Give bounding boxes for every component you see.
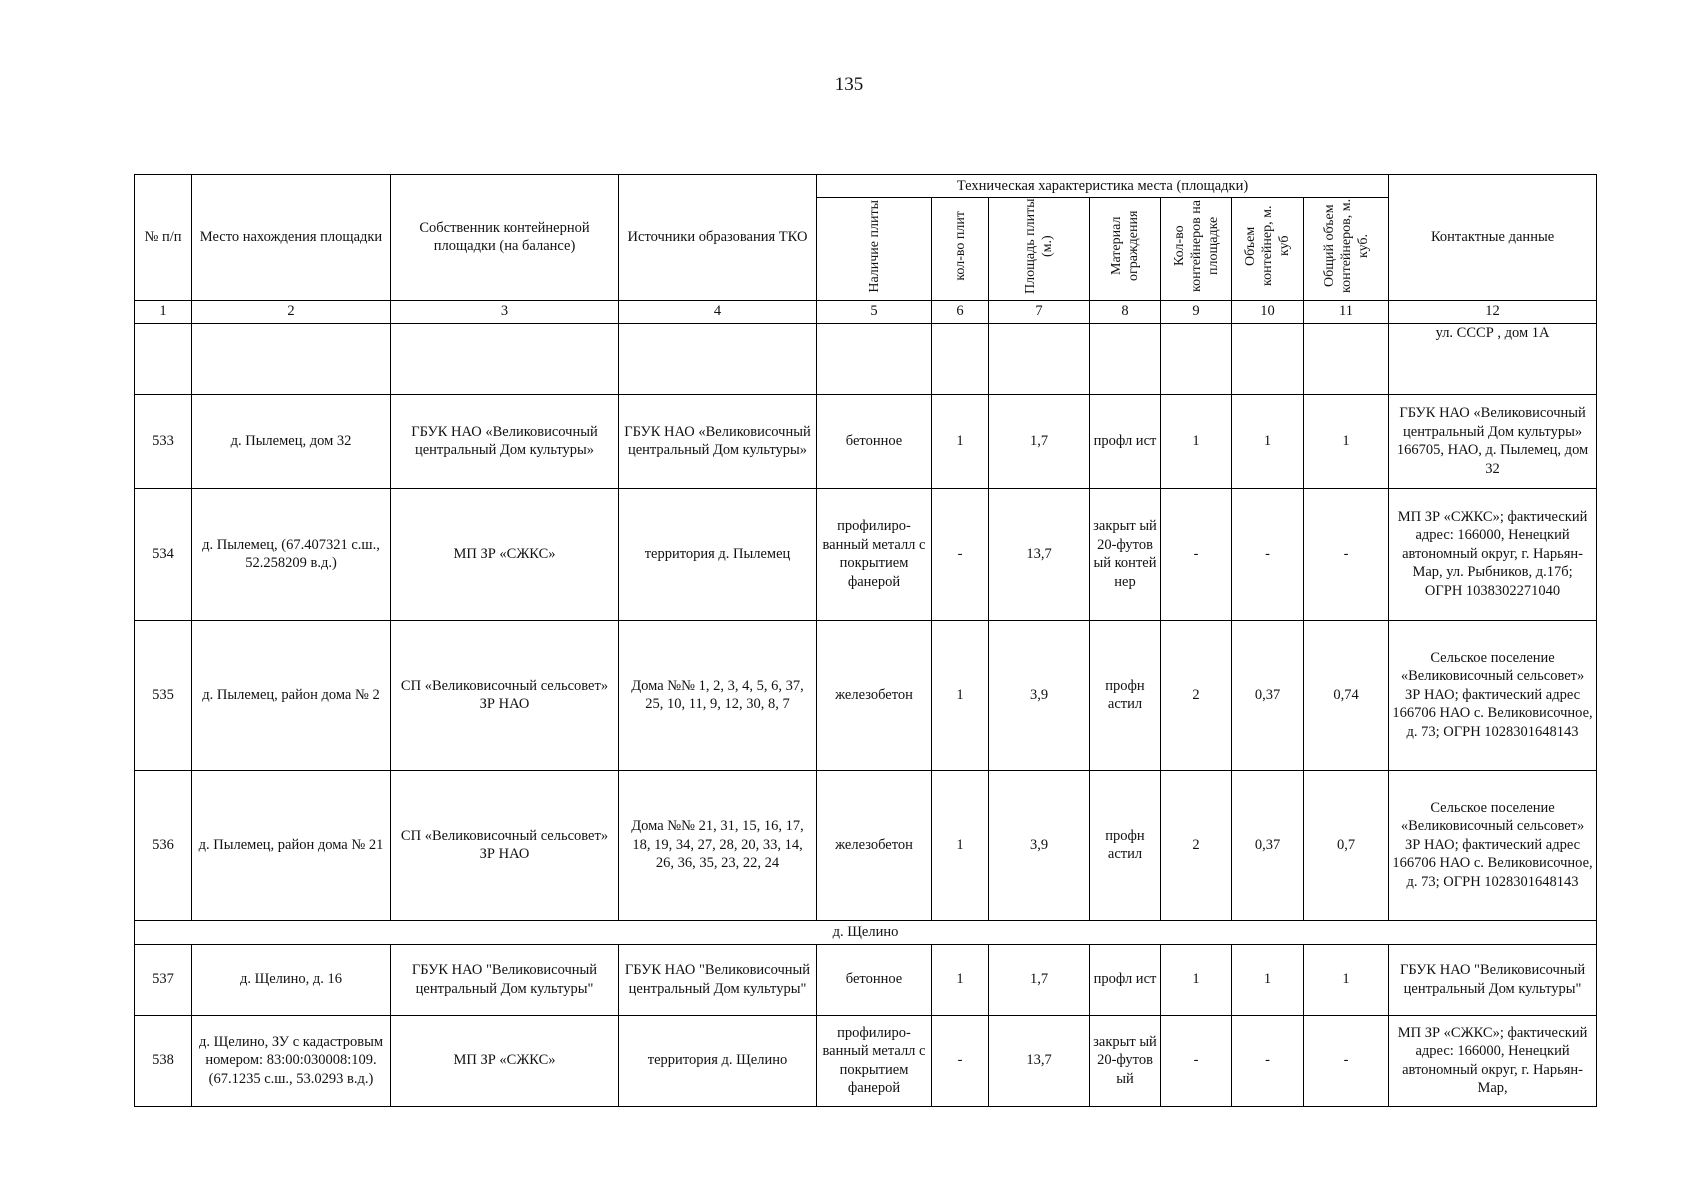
column-number: 1 xyxy=(135,300,192,323)
row-containers: - xyxy=(1161,488,1232,620)
row-slab: профилиро-ванный металл с покрытием фанерой xyxy=(817,488,932,620)
row-containers: 1 xyxy=(1161,394,1232,488)
row-total-volume: 0,74 xyxy=(1304,620,1389,770)
row-location: д. Пылемец, дом 32 xyxy=(192,394,391,488)
row-fence: профл ист xyxy=(1090,944,1161,1015)
row-volume: 1 xyxy=(1232,394,1304,488)
row-sources: Дома №№ 21, 31, 15, 16, 17, 18, 19, 34, 27, 28, 20, 33, 14, 26, 36, 35, 23, 22, 24 xyxy=(619,770,817,920)
row-volume: 1 xyxy=(1232,944,1304,1015)
row-containers: 1 xyxy=(1161,944,1232,1015)
row-owner: ГБУК НАО "Великовисочный центральный Дом культуры" xyxy=(391,944,619,1015)
row-area: 13,7 xyxy=(989,488,1090,620)
row-contact: ГБУК НАО «Великовисочный центральный Дом культуры» 166705, НАО, д. Пылемец, дом 32 xyxy=(1389,394,1597,488)
table-row xyxy=(135,620,1597,770)
header-location: Место нахождения площадки xyxy=(192,175,391,301)
header-slab-count: кол-во плит xyxy=(932,198,989,301)
row-volume: 0,37 xyxy=(1232,770,1304,920)
page-number: 135 xyxy=(834,74,864,95)
row-contact: МП ЗР «СЖКС»; фактический адрес: 166000, Ненецкий автономный округ, г. Нарьян-Мар, ул. Рыбников, д.17б; ОГРН 1038302271040 xyxy=(1389,488,1597,620)
continuation-row xyxy=(135,323,1597,394)
continuation-contact: ул. СССР , дом 1А xyxy=(1389,323,1597,394)
header-contacts: Контактные данные xyxy=(1389,175,1597,301)
row-sources: Дома №№ 1, 2, 3, 4, 5, 6, 37, 25, 10, 11, 9, 12, 30, 8, 7 xyxy=(619,620,817,770)
column-number: 6 xyxy=(932,300,989,323)
row-sources: ГБУК НАО "Великовисочный центральный Дом культуры" xyxy=(619,944,817,1015)
header-total-volume: Общий объем контейнеров, м. куб. xyxy=(1304,198,1389,301)
row-contact: Сельское поселение «Великовисочный сельсовет» ЗР НАО; фактический адрес 166706 НАО с. Великовисочное, д. 73; ОГРН 1028301648143 xyxy=(1389,620,1597,770)
row-sources: территория д. Щелино xyxy=(619,1015,817,1106)
row-location: д. Щелино, д. 16 xyxy=(192,944,391,1015)
row-fence: закрыт ый 20-футов ый контей нер xyxy=(1090,488,1161,620)
row-containers: - xyxy=(1161,1015,1232,1106)
column-number: 2 xyxy=(192,300,391,323)
row-location: д. Пылемец, район дома № 2 xyxy=(192,620,391,770)
row-total-volume: 1 xyxy=(1304,394,1389,488)
row-num: 534 xyxy=(135,488,192,620)
row-slab-count: 1 xyxy=(932,770,989,920)
row-slab: железобетон xyxy=(817,620,932,770)
row-owner: СП «Великовисочный сельсовет» ЗР НАО xyxy=(391,620,619,770)
row-fence: профн астил xyxy=(1090,770,1161,920)
row-num: 533 xyxy=(135,394,192,488)
header-slab: Наличие плиты xyxy=(817,198,932,301)
section-row xyxy=(135,920,1597,944)
row-fence: закрыт ый 20-футов ый xyxy=(1090,1015,1161,1106)
row-volume: 0,37 xyxy=(1232,620,1304,770)
row-slab-count: - xyxy=(932,1015,989,1106)
container-sites-table xyxy=(134,174,1597,1107)
row-contact: Сельское поселение «Великовисочный сельсовет» ЗР НАО; фактический адрес 166706 НАО с. Великовисочное, д. 73; ОГРН 1028301648143 xyxy=(1389,770,1597,920)
row-num: 537 xyxy=(135,944,192,1015)
row-sources: территория д. Пылемец xyxy=(619,488,817,620)
row-volume: - xyxy=(1232,1015,1304,1106)
table-row xyxy=(135,944,1597,1015)
row-sources: ГБУК НАО «Великовисочный центральный Дом культуры» xyxy=(619,394,817,488)
row-location: д. Пылемец, район дома № 21 xyxy=(192,770,391,920)
column-number: 3 xyxy=(391,300,619,323)
row-slab: бетонное xyxy=(817,394,932,488)
column-number: 9 xyxy=(1161,300,1232,323)
row-total-volume: - xyxy=(1304,488,1389,620)
row-area: 1,7 xyxy=(989,944,1090,1015)
header-volume: Объем контейнер, м. куб xyxy=(1232,198,1304,301)
header-slab-area: Площадь плиты (м.) xyxy=(989,198,1090,301)
row-slab: бетонное xyxy=(817,944,932,1015)
row-area: 1,7 xyxy=(989,394,1090,488)
row-total-volume: - xyxy=(1304,1015,1389,1106)
header-owner: Собственник контейнерной площадки (на балансе) xyxy=(391,175,619,301)
row-num: 535 xyxy=(135,620,192,770)
header-sources: Источники образования ТКО xyxy=(619,175,817,301)
row-area: 3,9 xyxy=(989,620,1090,770)
column-number: 10 xyxy=(1232,300,1304,323)
header-num: № п/п xyxy=(135,175,192,301)
row-fence: профл ист xyxy=(1090,394,1161,488)
row-slab: профилиро-ванный металл с покрытием фанерой xyxy=(817,1015,932,1106)
row-fence: профн астил xyxy=(1090,620,1161,770)
column-number: 8 xyxy=(1090,300,1161,323)
row-owner: СП «Великовисочный сельсовет» ЗР НАО xyxy=(391,770,619,920)
row-containers: 2 xyxy=(1161,770,1232,920)
row-owner: ГБУК НАО «Великовисочный центральный Дом культуры» xyxy=(391,394,619,488)
column-number: 4 xyxy=(619,300,817,323)
header-row xyxy=(135,175,1597,198)
column-number: 7 xyxy=(989,300,1090,323)
row-volume: - xyxy=(1232,488,1304,620)
column-number: 11 xyxy=(1304,300,1389,323)
row-location: д. Пылемец, (67.407321 с.ш., 52.258209 в.д.) xyxy=(192,488,391,620)
header-fence: Материал ограждения xyxy=(1090,198,1161,301)
header-containers: Кол-во контейнеров на площадке xyxy=(1161,198,1232,301)
table-row xyxy=(135,394,1597,488)
row-owner: МП ЗР «СЖКС» xyxy=(391,488,619,620)
row-total-volume: 0,7 xyxy=(1304,770,1389,920)
row-total-volume: 1 xyxy=(1304,944,1389,1015)
row-slab-count: 1 xyxy=(932,620,989,770)
row-contact: ГБУК НАО "Великовисочный центральный Дом культуры" xyxy=(1389,944,1597,1015)
row-num: 536 xyxy=(135,770,192,920)
row-contact: МП ЗР «СЖКС»; фактический адрес: 166000, Ненецкий автономный округ, г. Нарьян-Мар, xyxy=(1389,1015,1597,1106)
section-title: д. Щелино xyxy=(135,920,1597,944)
row-num: 538 xyxy=(135,1015,192,1106)
header-tech-group: Техническая характеристика места (площадки) xyxy=(817,175,1389,198)
row-slab-count: 1 xyxy=(932,394,989,488)
row-containers: 2 xyxy=(1161,620,1232,770)
row-location: д. Щелино, ЗУ с кадастровым номером: 83:00:030008:109. (67.1235 с.ш., 53.0293 в.д.) xyxy=(192,1015,391,1106)
column-number-row xyxy=(135,300,1597,323)
column-number: 5 xyxy=(817,300,932,323)
table-row xyxy=(135,488,1597,620)
column-number: 12 xyxy=(1389,300,1597,323)
row-slab: железобетон xyxy=(817,770,932,920)
row-slab-count: 1 xyxy=(932,944,989,1015)
table-row xyxy=(135,1015,1597,1106)
row-area: 3,9 xyxy=(989,770,1090,920)
row-area: 13,7 xyxy=(989,1015,1090,1106)
row-slab-count: - xyxy=(932,488,989,620)
row-owner: МП ЗР «СЖКС» xyxy=(391,1015,619,1106)
table-row xyxy=(135,770,1597,920)
